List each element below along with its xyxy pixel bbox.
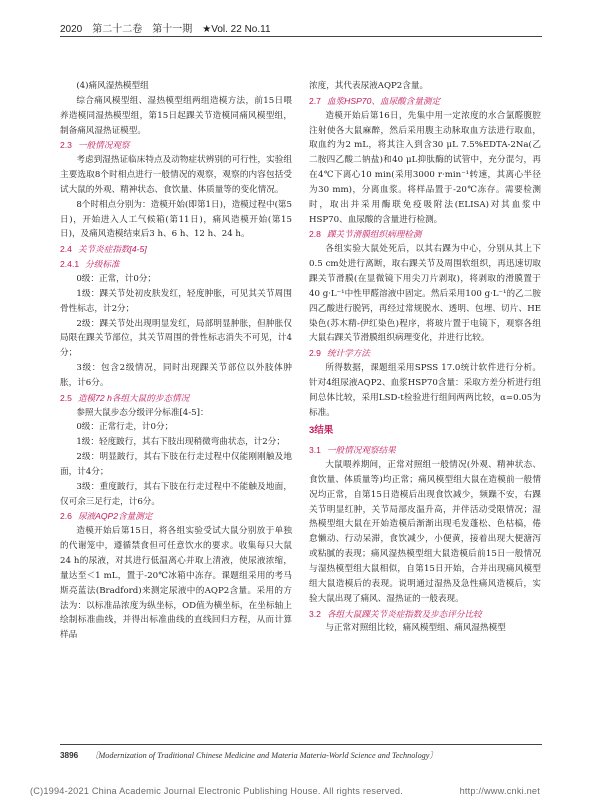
heading-number: 2.9 — [309, 348, 321, 359]
subsection-heading — [60, 138, 292, 153]
right-column — [309, 79, 541, 636]
heading-title: 关节炎症指数[4-5] — [77, 244, 147, 255]
heading-number: 2.5 — [60, 392, 72, 403]
paragraph: 造模开始后第15日，将各组实验受试大鼠分别放于单独的代谢笼中，遵循禁食但可任意饮水的要求。收集每只大鼠24 h的尿液，对其进行低温离心并取上清液，使尿液浓缩，量达至＜1 mL，置于-20℃冰箱中冻存。课题组采用的考马斯亮蓝法(Bradford)来测定尿液中的AQP2含量。采用的方法为：以标准品浓度为纵坐标，OD值为横坐标，在坐标轴上绘制标准曲线，并得出标准曲线的直线回归方程，从而计算样品 — [60, 526, 292, 641]
paragraph: 所得数据，课题组采用SPSS 17.0统计软件进行分析。针对4组尿液AQP2、血浆HSP70含量：采取方差分析进行组间总体比较，采用LSD-t检验进行组间两两比较，α=0.05为标准。 — [309, 363, 541, 418]
paragraph: 考虑到湿热证临床特点及动物症状辨别的可行性，实验组主要选取8个时相点进行一般情况的观察，观察的内容包括受试大鼠的外观、精神状态、食饮量、体质量等的变化情况。 — [60, 155, 292, 195]
paragraph: 8个时相点分别为：造模开始(即第1日)，造模过程中(第5日)，开始进入人工气候箱(第11日)，痛风造模开始(第15日)，及痛风造模结束后3 h、6 h、12 h、24 h。 — [60, 199, 292, 240]
paragraph: 1级：踝关节处初皮肤发红，轻度肿胀，可见其关节周围骨性标志，计2分； — [60, 288, 292, 314]
paragraph: (4)痛风湿热模型组 — [76, 81, 149, 91]
paragraph: 造模开始后第16日，先集中用一定浓度的水合氯醛腹腔注射使各大鼠麻醉，然后采用腹主动脉取血方法进行取血，取血约为2 mL，将其注入到含30 μL 7.5%EDTA-2Na(乙二胺四乙酸二钠盐)和40 μL抑肽酶的试管中，充分混匀，再在4℃下离心10 min(采用3000 r·min⁻¹转速，其离心半径为30 mm)，分离血浆。将样品置于-20℃冻存。需要检测时，取出并采用酶联免疫吸附法(ELISA)对其血浆中HSP70、血尿酸的含量进行检测。 — [309, 110, 541, 225]
heading-number: 2.6 — [60, 511, 72, 522]
paragraph: 综合痛风模型组、湿热模型组两组造模方法，前15日喂养造模同湿热模型组，第15日起踝关节造模同痛风模型组，制备痛风湿热证模型。 — [60, 95, 292, 136]
heading-title: 造模72 h各组大鼠的步态情况 — [77, 392, 190, 403]
header-rule — [60, 36, 542, 37]
heading-number: 2.4.1 — [60, 259, 80, 270]
subsection-heading — [309, 607, 541, 622]
heading-title: 一般情况观察 — [77, 140, 130, 151]
paragraph: 0级：正常行走，计0分； — [76, 422, 174, 433]
heading-title: 一般情况观察结果 — [326, 445, 396, 456]
copyright-text: (C)1994-2021 China Academic Journal Electronic Publishing House. All rights reserved. — [30, 786, 403, 796]
heading-title: 结果 — [314, 425, 334, 437]
heading-title: 统计学方法 — [326, 348, 370, 359]
copyright-bar — [30, 786, 570, 796]
subsection-heading — [60, 391, 292, 406]
heading-title: 踝关节滑膜组织病理检测 — [326, 229, 422, 240]
heading-title: 尿液AQP2含量测定 — [77, 511, 153, 522]
heading-number: 2.7 — [309, 95, 321, 106]
header-text: 2020 第二十二卷 第十一期 ★Vol. 22 No.11 — [60, 24, 271, 35]
paragraph: 浓度，其代表尿液AQP2含量。 — [309, 81, 429, 91]
page-footer — [60, 750, 550, 761]
section-heading — [309, 424, 541, 439]
paragraph: 与正常对照组比较，痛风模型组、痛风湿热模型 — [325, 623, 506, 634]
heading-title: 各组大鼠踝关节炎症指数及步态评分比较 — [326, 608, 482, 619]
paragraph: 参照大鼠步态分级评分标准[4-5]： — [76, 407, 209, 418]
heading-number: 3.2 — [309, 608, 321, 619]
paragraph: 2级：踝关节处出现明显发红，局部明显肿胀，但肿胀仅局限在踝关节部位，其关节周围的骨性标志消失不可见，计4分； — [60, 318, 292, 359]
subsection-heading — [309, 94, 541, 109]
heading-title: 血浆HSP70、血尿酸含量测定 — [326, 95, 441, 106]
heading-number: 3 — [309, 425, 315, 437]
paragraph: 3级：重度跛行，其右下肢在行走过程中不能触及地面，仅可余三足行走，计6分。 — [60, 481, 292, 507]
heading-number: 2.4 — [60, 244, 72, 255]
paragraph: 1级：轻度跛行，其右下肢出现稍微弯曲状态，计2分； — [76, 437, 285, 448]
subsection-heading — [60, 509, 292, 524]
paragraph: 2级：明显跛行，其右下肢在行走过程中仅能刚刚触及地面，计4分； — [60, 452, 292, 477]
left-column — [60, 79, 292, 643]
heading-number: 2.3 — [60, 140, 72, 151]
journal-name: 〔Modernization of Traditional Chinese Medicine and Materia Materia-World Science and Technology〕 — [90, 751, 438, 760]
subsection-heading — [60, 257, 292, 272]
paragraph: 0级：正常，计0分； — [76, 273, 157, 284]
heading-title: 分级标准 — [85, 259, 120, 270]
cnki-url: http://www.cnki.net — [459, 786, 540, 796]
page-number: 3896 — [60, 751, 79, 760]
footer-rule — [60, 744, 542, 745]
subsection-heading — [60, 242, 292, 257]
heading-number: 2.8 — [309, 229, 321, 240]
running-header — [60, 20, 540, 35]
subsection-heading — [309, 346, 541, 361]
paragraph: 3级：包含2级情况，同时出现踝关节部位以外肢体肿胀，计6分。 — [60, 363, 292, 388]
paragraph: 大鼠喂养期间，正常对照组一般情况(外观、精神状态、食饮量、体质量等)均正常；痛风模型组大鼠在造模前一般情况均正常，自第15日造模后出现食饮减少，频躁不安，右踝关节明显红肿，关节局部皮温升高，并伴活动受限情况；湿热模型组大鼠在开始造模后渐渐出现毛发蓬松、色枯槁，倦怠懒动、行动呆滞，食饮减少，小便黄，接着出现大便溏泻或粘腻的表现；痛风湿热模型组大鼠造模后前15日一般情况与湿热模型组大鼠相似，自第15日开始，合并出现痛风模型组大鼠造模后的表现。说明通过湿热及急性痛风造模后，实验大鼠出现了痛风、湿热证的一般表现。 — [309, 460, 541, 604]
subsection-heading — [309, 443, 541, 458]
subsection-heading — [309, 227, 541, 242]
heading-number: 3.1 — [309, 445, 321, 456]
paragraph: 各组实验大鼠处死后，以其右踝为中心，分别从其上下0.5 cm处进行离断，取右踝关节及周围软组织，再迅速切取踝关节滑膜(在显微镜下用尖刀片剥取)，将剥取的滑膜置于40 g·L⁻¹中性甲醛溶液中固定。然后采用100 g·L⁻¹的乙二胺四乙酸进行脱钙，再经过常规脱水、透明、包埋、切片、HE染色(苏木精-伊红染色)程序，将玻片置于电镜下，观察各组大鼠右踝关节滑膜组织病理变化，并进行比较。 — [309, 244, 541, 344]
